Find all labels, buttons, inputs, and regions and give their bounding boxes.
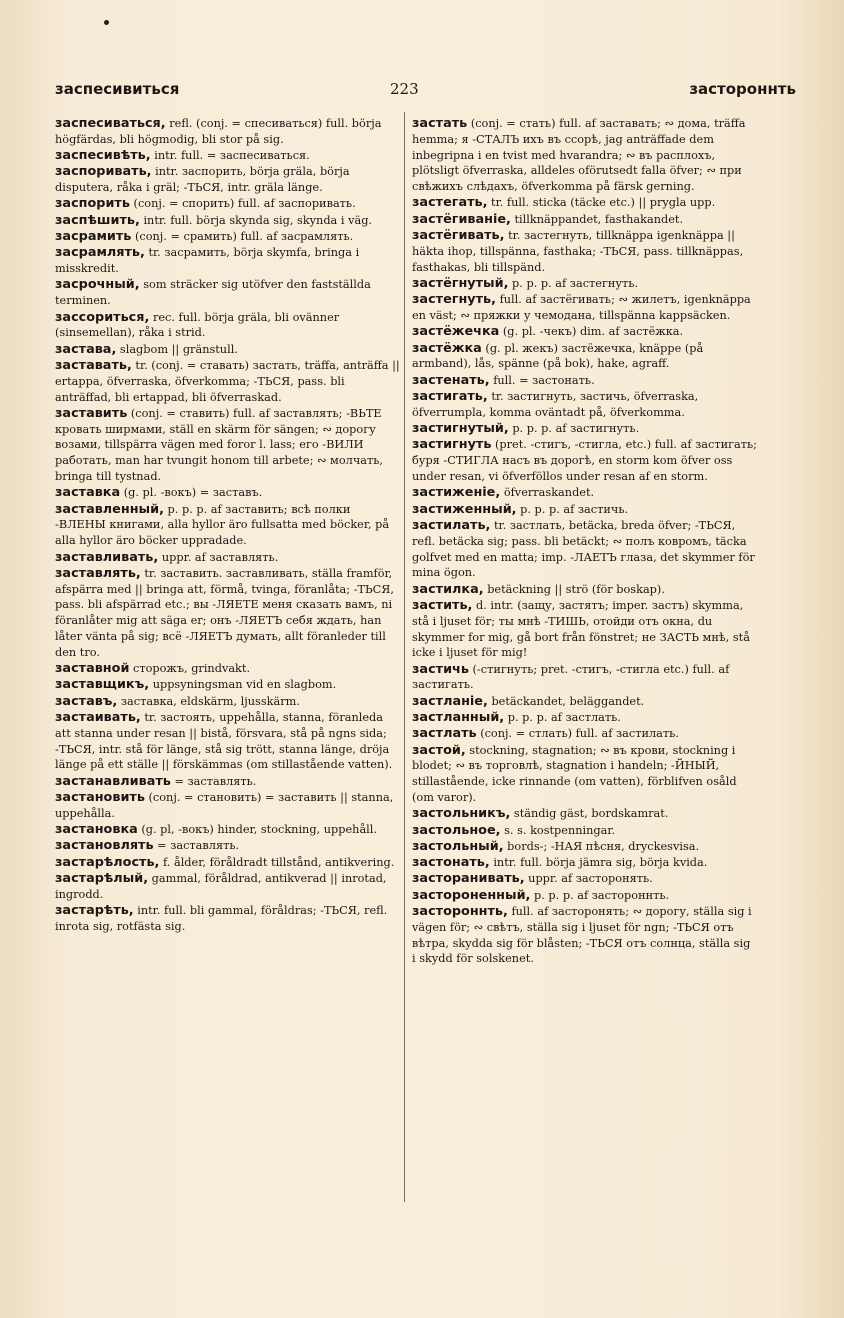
entry-definition: tr. застлать, betäcka, breda öfver; -ТЬСЯ, refl. betäcka sig; pass. bli betäckt; ∾ полъ ковромъ, täcka golfvet med en matta; imp. -ЛАЕТЪ глаза, det skymmer för mina ögon. xyxy=(412,518,755,580)
entry-headword: застилать, xyxy=(412,517,491,533)
entry-headword: застороннть, xyxy=(412,904,508,920)
entry-definition: (conj. = становить) = заставить || stanna, uppehålla. xyxy=(55,790,394,820)
entry-definition: full. af застёгивать; ∾ жилетъ, igenknäppa en väst; ∾ пряжки у чемодана, tillspänna kappsäcken. xyxy=(412,293,751,323)
entry-headword: заставщикъ, xyxy=(55,677,150,693)
dictionary-entry xyxy=(55,822,400,838)
dictionary-entry xyxy=(412,598,757,661)
entry-headword: застенать, xyxy=(412,372,490,388)
dictionary-entry xyxy=(412,389,757,421)
dictionary-entry xyxy=(412,116,757,195)
entry-definition: som sträcker sig utöfver den fastställda terminen. xyxy=(55,278,371,308)
entry-headword: застольникъ, xyxy=(412,806,511,822)
entry-headword: засрамлять, xyxy=(55,245,145,261)
entry-headword: застоpанивать, xyxy=(412,871,525,887)
entry-definition: f. ålder, föråldradt tillstånd, antikvering. xyxy=(163,855,395,869)
entry-headword: заставной xyxy=(55,661,130,677)
entry-headword: застёгиваніе, xyxy=(412,211,511,227)
dictionary-entry xyxy=(412,710,757,726)
entry-headword: застёжечка xyxy=(412,324,500,340)
dictionary-entry xyxy=(412,292,757,324)
dictionary-entry xyxy=(412,502,757,518)
entry-definition: (g. pl. жекъ) застёжечка, knäppe (på armband), lås, spänne (på bok), hake, agraff. xyxy=(412,341,704,371)
dictionary-entry xyxy=(412,806,757,822)
ink-dot xyxy=(104,20,109,25)
dictionary-entry xyxy=(412,823,757,839)
entry-definition: öfverraskandet. xyxy=(503,486,595,500)
entry-headword: застить, xyxy=(412,597,473,613)
dictionary-entry xyxy=(55,116,400,148)
dictionary-entry xyxy=(412,421,757,437)
entry-headword: застёгивать, xyxy=(412,228,505,244)
dictionary-entry xyxy=(55,213,400,229)
entry-headword: застланіе, xyxy=(412,693,488,709)
dictionary-entry xyxy=(412,518,757,581)
dictionary-entry xyxy=(55,855,400,871)
entry-headword: застольный, xyxy=(412,838,504,854)
dictionary-entry xyxy=(55,566,400,661)
entry-headword: зассориться, xyxy=(55,309,150,325)
entry-headword: застава, xyxy=(55,341,117,357)
dictionary-entry xyxy=(412,871,757,887)
dictionary-entry xyxy=(55,790,400,822)
entry-headword: застегать, xyxy=(412,195,488,211)
dictionary-entry xyxy=(412,839,757,855)
dictionary-entry xyxy=(55,406,400,485)
entry-headword: застигать, xyxy=(412,389,488,405)
entry-definition: betäckandet, beläggandet. xyxy=(491,694,645,708)
entry-definition: (pret. -стигъ, -стигла, etc.) full. af застигать; буря -СТИГЛА насъ въ дорогѣ, en storm kom öfver oss under resan, vi öfverföllos under resan af en storm. xyxy=(412,438,757,484)
dictionary-entry xyxy=(412,212,757,228)
entry-headword: засрочный, xyxy=(55,277,140,293)
dictionary-entry xyxy=(55,245,400,277)
entry-definition: tr. (conj. = ставать) застать, träffa, anträffa || ertappa, öfverraska, öfverkomma; -ТЬСЯ, pass. bli anträffad, bli ertappad, bli öfverraskad. xyxy=(55,358,400,404)
dictionary-entry xyxy=(55,229,400,245)
entry-headword: засрамить xyxy=(55,229,132,245)
dictionary-entry xyxy=(412,855,757,871)
entry-headword: застёгнутый, xyxy=(412,275,509,291)
entry-headword: заставать, xyxy=(55,357,132,373)
entry-headword: застанавливать xyxy=(55,773,171,789)
dictionary-entry xyxy=(412,373,757,389)
entry-headword: застигнуть xyxy=(412,437,492,453)
entry-headword: застёжка xyxy=(412,340,482,356)
entry-headword: застонать, xyxy=(412,855,490,871)
entry-definition: p. p. p. af заставить; всѣ полки -ВЛЕНЫ книгами, alla hyllor äro fullsatta med böcker, på alla hyllor äro böcker uppradade. xyxy=(55,502,390,548)
dictionary-entry xyxy=(55,710,400,773)
dictionary-entry xyxy=(55,502,400,549)
entry-definition: tr. засрамить, börja skymfa, bringa i misskredit. xyxy=(55,246,360,276)
dictionary-entry xyxy=(412,195,757,211)
entry-headword: заспоривать, xyxy=(55,164,152,180)
entry-definition: (conj. = стлать) full. af застилать. xyxy=(480,727,679,741)
left-running-headword: заспесивиться xyxy=(55,80,180,98)
dictionary-entry xyxy=(412,582,757,598)
entry-definition: intr. full. börja skynda sig, skynda i väg. xyxy=(143,213,373,227)
entry-definition: p. p. p. af застегнуть. xyxy=(512,276,639,290)
entry-definition: refl. (conj. = спесиваться) full. börja högfärdas, bli högmodig, bli stor på sig. xyxy=(55,117,382,146)
entry-definition: bords-; -НАЯ пѣсня, dryckesvisa. xyxy=(507,839,700,853)
entry-headword: застаивать, xyxy=(55,709,141,725)
entry-definition: tr. застегнуть, tillknäppa igenknäppa || häkta ihop, tillspänna, fasthaka; -ТЬСЯ, pass. tillknäppas, fasthakas, bli tillspänd. xyxy=(412,229,744,274)
dictionary-entry xyxy=(55,871,400,903)
entry-headword: застольное, xyxy=(412,822,501,838)
dictionary-entry xyxy=(55,164,400,196)
entry-definition: (g. pl. -чекъ) dim. af застёжка. xyxy=(502,325,684,339)
dictionary-entry xyxy=(412,437,757,484)
dictionary-entry xyxy=(55,694,400,710)
entry-definition: = заставлять. xyxy=(157,839,240,853)
entry-headword: заспесивѣть, xyxy=(55,148,151,164)
entry-headword: застлать xyxy=(412,726,477,742)
dictionary-entry xyxy=(412,888,757,904)
entry-headword: застарѣлость, xyxy=(55,854,160,870)
dictionary-entry xyxy=(412,726,757,742)
entry-headword: заспѣшить, xyxy=(55,212,140,228)
dictionary-entry xyxy=(412,904,757,967)
column-divider xyxy=(404,112,405,1202)
entry-definition: tr. застоять, uppehålla, stanna, föranleda att stanna under resan || bistå, försvara, stå på ngns sida; -ТЬСЯ, intr. stå för länge, stå sig trött, stanna länge, dröja länge på ett ställe || förskämmas (om stillastående vatten). xyxy=(55,710,393,772)
entry-headword: заспорить xyxy=(55,196,130,212)
entry-definition: сторожъ, grindvakt. xyxy=(133,662,251,676)
entry-definition: (g. pl. -вокъ) = заставъ. xyxy=(123,486,263,500)
entry-headword: заставлять, xyxy=(55,565,141,581)
entry-definition: (conj. = ставить) full. af заставлять; -ВЬТЕ кровать ширмами, ställ en skärm för sängen; ∾ дорогу возами, tillspärra vägen med foror l. lass; его -ВИЛИ работать, man har tvungit honom till arbete; ∾ молчать, bringa till tystnad. xyxy=(55,406,384,484)
entry-definition: (conj. = стать) full. af заставать; ∾ дома, träffa hemma; я -СТАЛЪ ихъ въ ссорѣ, jag anträffade dem inbegripna i en tvist med hvarandra; ∾ въ расплохъ, plötsligt öfverraska, alldeles oförutsedt falla öfver; ∾ при свѣжихъ слѣдахъ, öfverkomma på färsk gerning. xyxy=(412,117,746,194)
entry-definition: gammal, föråldrad, antikverad || inrotad, ingrodd. xyxy=(55,871,387,901)
entry-definition: p. p. p. af застороннть. xyxy=(534,888,670,902)
entry-definition: tr. заставить. заставливать, ställa framför, afspärra med || bringa att, förmå, tvinga, föranlåta; -ТЬСЯ, pass. bli afspärrad etc.; вы -ЛЯЕТЕ меня сказать вамъ, ni föranlåter mig att säga er; онъ -ЛЯЕТЪ себя ждать, han låter vänta på sig; всё -ЛЯЕТЪ думать, allt föranleder till den tro. xyxy=(55,566,395,659)
dictionary-entry xyxy=(412,276,757,292)
entry-headword: заставленный, xyxy=(55,501,164,517)
entry-definition: uppsyningsman vid en slagbom. xyxy=(152,678,337,692)
dictionary-entry xyxy=(412,743,757,806)
entry-headword: застороненный, xyxy=(412,887,531,903)
dictionary-entry xyxy=(412,324,757,340)
dictionary-entry xyxy=(55,661,400,677)
entry-definition: intr. заспорить, börja gräla, börja disputera, råka i gräl; -ТЬСЯ, intr. gräla länge. xyxy=(55,165,350,195)
entry-definition: intr. full. = заспесиваться. xyxy=(154,149,310,163)
entry-definition: full. af застоpонять; ∾ дорогу, ställa sig i vägen för; ∾ свѣтъ, ställa sig i ljuset för ngn; -ТЬСЯ отъ вѣтра, skydda sig för blåsten; -ТЬСЯ отъ солнца, ställa sig i skydd för solskenet. xyxy=(412,905,752,966)
entry-headword: застегнуть, xyxy=(412,292,496,308)
dictionary-entry xyxy=(55,196,400,212)
dictionary-entry xyxy=(55,903,400,935)
entry-definition: tr. застигнуть, застичь, öfverraska, öfverrumpla, komma oväntadt på, öfverkomma. xyxy=(412,390,699,419)
entry-definition: intr. full. bli gammal, föråldras; -ТЬСЯ, refl. inrota sig, rotfästa sig. xyxy=(55,904,388,933)
entry-definition: intr. full. börja jämra sig, börja kvida. xyxy=(493,856,708,870)
entry-definition: (conj. = спорить) full. af заспоривать. xyxy=(133,197,356,211)
dictionary-entry xyxy=(412,228,757,275)
entry-definition: (-стигнуть; pret. -стигъ, -стигла etc.) full. af застигать. xyxy=(412,662,730,692)
entry-definition: tillknäppandet, fasthakandet. xyxy=(514,212,684,226)
dictionary-entry xyxy=(55,485,400,501)
right-running-headword: застороннть xyxy=(689,80,796,98)
dictionary-entry xyxy=(55,550,400,566)
entry-definition: заставка, eldskärm, ljusskärm. xyxy=(120,694,300,708)
entry-headword: заставъ, xyxy=(55,693,118,709)
entry-headword: застланный, xyxy=(412,709,505,725)
dictionary-entry xyxy=(55,148,400,164)
entry-headword: застигнутый, xyxy=(412,421,509,437)
entry-definition: p. p. p. af застичь. xyxy=(520,502,629,516)
entry-definition: p. p. p. af застлать. xyxy=(507,710,621,724)
dictionary-entry xyxy=(412,485,757,501)
right-column xyxy=(412,116,757,968)
entry-definition: p. p. p. af застигнуть. xyxy=(512,422,640,436)
dictionary-entry xyxy=(55,677,400,693)
entry-headword: застарѣть, xyxy=(55,903,134,919)
dictionary-entry xyxy=(55,838,400,854)
entry-definition: rec. full. börja gräla, bli ovänner (sinsemellan), råka i strid. xyxy=(55,310,340,340)
entry-headword: заставливать, xyxy=(55,549,159,565)
entry-headword: застой, xyxy=(412,742,466,758)
entry-headword: заставка xyxy=(55,485,121,501)
dictionary-entry xyxy=(55,277,400,309)
entry-definition: tr. full. sticka (täcke etc.) || prygla upp. xyxy=(491,196,716,210)
entry-definition: d. intr. (защу, застятъ; imper. застъ) skymma, stå i ljuset för; ты мнѣ -ТИШЬ, отойди отъ окна, du skymmer for mig, gå bort från fönstret; не ЗАСТЬ мнѣ, stå icke i ljuset för mig! xyxy=(412,598,750,660)
dictionary-entry xyxy=(412,341,757,373)
entry-headword: застичь xyxy=(412,661,469,677)
dictionary-entry xyxy=(412,694,757,710)
entry-definition: slagbom || gränstull. xyxy=(119,342,238,356)
entry-headword: застановить xyxy=(55,789,145,805)
entry-definition: s. s. kostpenningar. xyxy=(504,823,616,837)
entry-definition: uppr. af заставлять. xyxy=(161,550,279,564)
entry-headword: застиженный, xyxy=(412,501,517,517)
entry-headword: заставить xyxy=(55,405,128,421)
page-header xyxy=(55,80,796,106)
entry-headword: застановлять xyxy=(55,838,154,854)
left-column xyxy=(55,116,400,935)
entry-definition: uppr. af застоpонять. xyxy=(528,872,653,886)
entry-definition: (g. pl, -вокъ) hinder, stockning, uppehåll. xyxy=(141,823,377,837)
entry-headword: застиженіе, xyxy=(412,485,501,501)
dictionary-entry xyxy=(55,342,400,358)
entry-headword: заспесиваться, xyxy=(55,116,166,131)
entry-definition: stockning, stagnation; ∾ въ крови, stockning i blodet; ∾ въ торговлѣ, stagnation i handeln; -ЙНЫЙ, stillastående, icke rinnande (om vatten), förblifven osåld (om varor). xyxy=(412,743,737,804)
entry-headword: застать xyxy=(412,116,468,131)
entry-headword: застилка, xyxy=(412,581,484,597)
entry-headword: застановка xyxy=(55,822,138,838)
entry-definition: betäckning || strö (för boskap). xyxy=(487,582,665,596)
dictionary-entry xyxy=(55,358,400,405)
dictionary-entry xyxy=(412,662,757,694)
dictionary-entry xyxy=(55,774,400,790)
entry-definition: ständig gäst, bordskamrat. xyxy=(513,807,669,821)
page-number: 223 xyxy=(390,80,419,98)
entry-definition: = заставлять. xyxy=(174,774,257,788)
entry-definition: full. = застонать. xyxy=(493,373,595,387)
entry-headword: застарѣлый, xyxy=(55,870,149,886)
entry-definition: (conj. = срамить) full. af засрамлять. xyxy=(134,230,354,244)
dictionary-entry xyxy=(55,310,400,342)
